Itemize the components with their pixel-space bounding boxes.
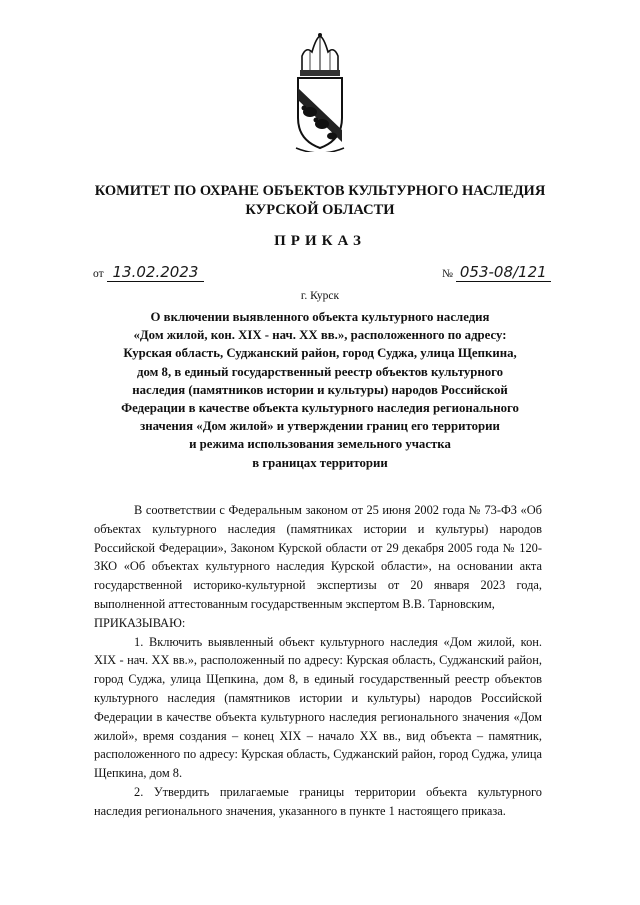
subject-line: Федерации в качестве объекта культурного наследия регионального [121, 401, 519, 416]
subject-line: и режима использования земельного участка [189, 437, 451, 452]
subject-line: «Дом жилой, кон. XIX - нач. XX вв.», расположенного по адресу: [133, 328, 507, 343]
handwritten-number: 053-08/121 [456, 263, 551, 282]
document-type-title: ПРИКАЗ [274, 233, 366, 249]
committee-name [0, 182, 640, 220]
order-subject [92, 308, 548, 472]
order-item-1: 1. Включить выявленный объект культурного наследия «Дом жилой, кон. XIX - нач. XX вв.», расположенный по адресу: Курская область, Суджанский район, город Суджа, улица Щепкина, дом 8, в единый государственный реестр объектов культурного наследия (памятников истории и культуры) народов Российской Федерации в качестве объекта культурного наследия регионального значения «Дом жилой», время создания – конец XIX – начало XX вв., вид объекта – памятник, расположенного по адресу: Курская область, Суджанский район, город Суджа, улица Щепкина, дом 8. [94, 634, 542, 781]
preamble-paragraph: В соответствии с Федеральным законом от 25 июня 2002 года № 73-ФЗ «Об объектах культурного наследия (памятниках истории и культуры) народов Российской Федерации», Законом Курской области от 29 декабря 2005 года № 120-ЗКО «Об объектах культурного наследия Курской области», на основании акта государственной историко-культурной экспертизы от 20 января 2023 года, выполненной аттестованным государственным экспертом В.В. Тарновским, [94, 503, 542, 611]
date-prefix: от [93, 268, 104, 280]
subject-line: О включении выявленного объекта культурного наследия [150, 310, 490, 324]
subject-line: Курская область, Суджанский район, город Суджа, улица Щепкина, [123, 346, 517, 361]
number-prefix: № [442, 268, 453, 280]
order-number [442, 263, 551, 281]
handwritten-date: 13.02.2023 [107, 263, 205, 282]
subject-line: дом 8, в единый государственный реестр объектов культурного [137, 364, 503, 379]
order-date [93, 263, 204, 281]
subject-line: в границах территории [252, 455, 388, 470]
subject-line: значения «Дом жилой» и утверждении границ его территории [140, 419, 500, 434]
committee-line-2: КУРСКОЙ ОБЛАСТИ [245, 202, 395, 218]
order-item-2: 2. Утвердить прилагаемые границы территории объекта культурного наследия регионального значения, указанного в пункте 1 настоящего приказа. [94, 784, 542, 818]
committee-line-1: КОМИТЕТ ПО ОХРАНЕ ОБЪЕКТОВ КУЛЬТУРНОГО НАСЛЕДИЯ [94, 183, 546, 199]
order-directive: ПРИКАЗЫВАЮ: [94, 615, 186, 630]
city-name: г. Курск [300, 290, 340, 302]
kursk-coat-of-arms-icon [292, 32, 348, 152]
order-body [94, 501, 542, 821]
subject-line: наследия (памятников истории и культуры) народов Российской [132, 382, 508, 397]
